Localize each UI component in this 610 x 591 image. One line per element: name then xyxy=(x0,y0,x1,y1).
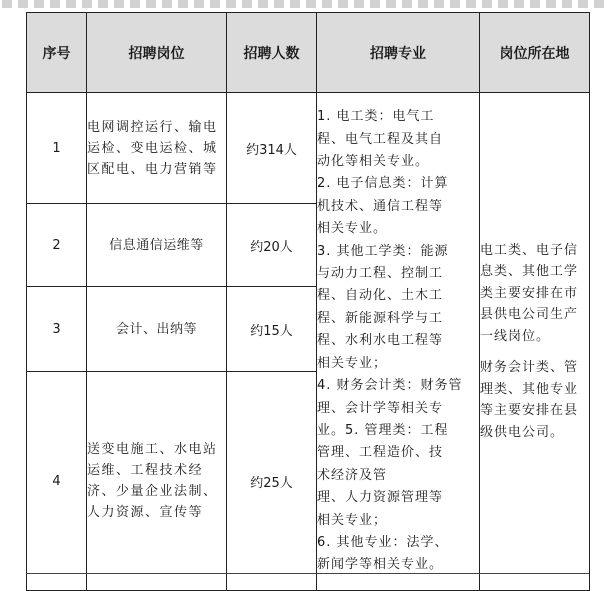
majors-line: 机技术、通信工程等 xyxy=(317,198,444,214)
row-position: 会计、出纳等 xyxy=(87,287,227,372)
header-seq: 序号 xyxy=(27,13,87,93)
majors-line: 程、水利水电工程等 xyxy=(317,333,444,349)
top-strip-dash xyxy=(258,0,268,8)
top-strip-dash xyxy=(354,0,364,8)
majors-line: 6. 其他专业：法学、 xyxy=(317,534,449,550)
top-strip-dash xyxy=(98,0,108,8)
top-strip-dash xyxy=(162,0,172,8)
top-strip-dash xyxy=(194,0,204,8)
top-strip-dash xyxy=(370,0,380,8)
top-strip-dash xyxy=(226,0,236,8)
top-strip-dash xyxy=(322,0,332,8)
top-strip-dash xyxy=(482,0,492,8)
row-position: 送变电施工、水电站运维、工程技术经济、少量企业法制、人力资源、宣传等 xyxy=(87,372,227,591)
row-seq: 1 xyxy=(27,93,87,204)
bottom-rule xyxy=(26,573,589,574)
row-count: 约15人 xyxy=(227,287,317,372)
majors-cell xyxy=(317,93,480,591)
majors-line: 与动力工程、控制工 xyxy=(317,266,444,282)
row-count: 约314人 xyxy=(227,93,317,204)
top-strip-dash xyxy=(210,0,220,8)
top-strip-dash xyxy=(514,0,524,8)
top-strip-dash xyxy=(498,0,508,8)
majors-line: 理、人力资源管理等 xyxy=(317,490,444,506)
top-strip-dash xyxy=(402,0,412,8)
top-strip-dash xyxy=(434,0,444,8)
majors-line: 程、新能源科学与工 xyxy=(317,310,444,326)
majors-line: 1. 电工类：电气工 xyxy=(317,109,435,125)
top-strip-dash xyxy=(530,0,540,8)
top-strip-dash xyxy=(130,0,140,8)
header-major: 招聘专业 xyxy=(317,13,480,93)
location-paragraph: 财务会计类、管理类、其他专业等主要安排在县级供电公司。 xyxy=(480,360,579,440)
majors-line: 相关专业。 xyxy=(317,221,388,237)
majors-line: 术经济及管 xyxy=(317,467,388,483)
majors-line: 新闻学等相关专业。 xyxy=(317,557,444,573)
row-seq: 2 xyxy=(27,204,87,287)
header-location: 岗位所在地 xyxy=(480,13,590,93)
majors-line: 2. 电子信息类：计算 xyxy=(317,176,449,192)
majors-line: 相关专业； xyxy=(317,355,388,371)
location-cell xyxy=(480,93,590,591)
majors-line: 3. 其他工学类：能源 xyxy=(317,243,449,259)
top-strip-dash xyxy=(146,0,156,8)
recruitment-table xyxy=(26,12,590,591)
majors-line: 4. 财务会计类：财务管 xyxy=(317,378,463,394)
row-position: 信息通信运维等 xyxy=(87,204,227,287)
top-strip-dash xyxy=(386,0,396,8)
top-strip-dash xyxy=(2,0,12,8)
top-strip-decoration xyxy=(0,0,610,11)
top-strip-dash xyxy=(274,0,284,8)
row-position: 电网调控运行、输电运检、变电运检、城区配电、电力营销等 xyxy=(87,93,227,204)
top-strip-dash xyxy=(594,0,604,8)
top-strip-dash xyxy=(290,0,300,8)
majors-line: 业。5. 管理类：工程 xyxy=(317,422,449,438)
top-strip-dash xyxy=(34,0,44,8)
top-strip-dash xyxy=(562,0,572,8)
majors-line: 相关专业； xyxy=(317,512,388,528)
top-strip-dash xyxy=(578,0,588,8)
top-strip-dash xyxy=(242,0,252,8)
top-strip-dash xyxy=(466,0,476,8)
row-seq: 4 xyxy=(27,372,87,591)
top-strip-dash xyxy=(82,0,92,8)
top-strip-dash xyxy=(50,0,60,8)
top-strip-dash xyxy=(450,0,460,8)
table-row xyxy=(27,93,590,204)
top-strip-dash xyxy=(306,0,316,8)
majors-line: 动化等相关专业。 xyxy=(317,154,430,170)
header-count: 招聘人数 xyxy=(227,13,317,93)
top-strip-dash xyxy=(66,0,76,8)
location-paragraph: 电工类、电子信息类、其他工学类主要安排在市县供电公司生产一线岗位。 xyxy=(480,242,579,344)
top-strip-dash xyxy=(114,0,124,8)
header-row xyxy=(27,13,590,93)
top-strip-dash xyxy=(338,0,348,8)
row-count: 约25人 xyxy=(227,372,317,591)
majors-line: 管理、工程造价、技 xyxy=(317,445,444,461)
header-position: 招聘岗位 xyxy=(87,13,227,93)
row-seq: 3 xyxy=(27,287,87,372)
top-strip-dash xyxy=(418,0,428,8)
top-strip-dash xyxy=(178,0,188,8)
top-strip-dash xyxy=(546,0,556,8)
majors-line: 程、自动化、土木工 xyxy=(317,288,444,304)
row-count: 约20人 xyxy=(227,204,317,287)
top-strip-dash xyxy=(18,0,28,8)
majors-line: 程、电气工程及其自 xyxy=(317,131,444,147)
majors-line: 理、会计学等相关专 xyxy=(317,400,444,416)
